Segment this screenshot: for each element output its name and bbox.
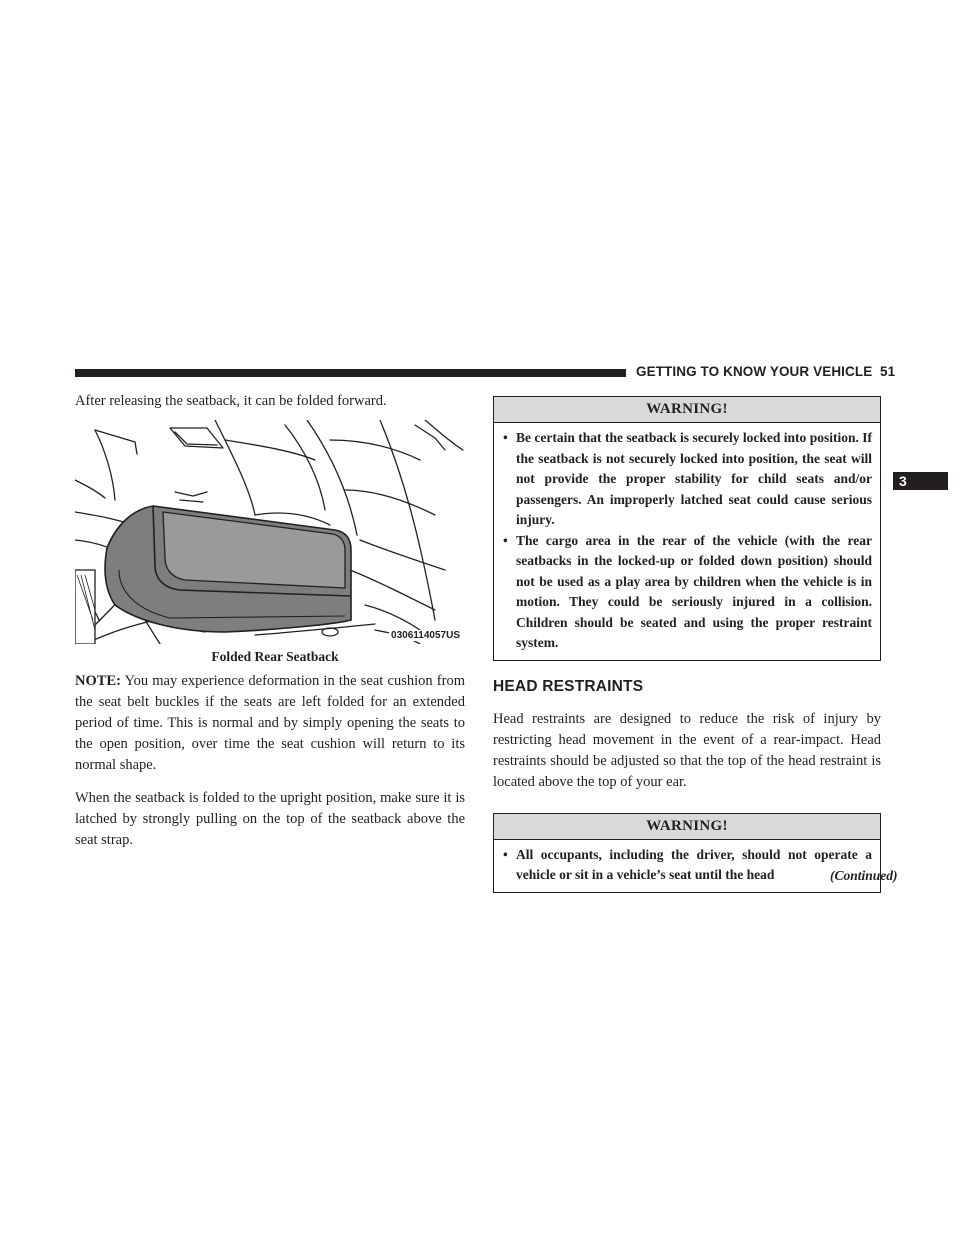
page-number: 51 <box>880 364 896 379</box>
warning-item-text: The cargo area in the rear of the vehicle (with the rear seatbacks in the locked-up or folded down position) should not be used as a play area by children when the vehicle is in motion. They could be seriously injured in a collision. Children should be seated and using the proper restraint system. <box>516 532 872 650</box>
chapter-tab: 3 <box>893 472 948 490</box>
right-column <box>493 396 881 893</box>
warning-item <box>502 531 872 654</box>
warning-item-text: All occupants, including the driver, should not operate a vehicle or sit in a vehicle’s seat until the head <box>516 846 872 882</box>
warning-item <box>502 845 872 886</box>
continued-marker: (Continued) <box>830 868 898 883</box>
latch-paragraph: When the seatback is folded to the upright position, make sure it is latched by strongly pulling on the top of the seatback above the seat strap. <box>75 790 465 848</box>
warning-box-head-restraints <box>493 813 881 893</box>
header-rule <box>75 369 626 377</box>
warning-item-text: Be certain that the seatback is securely locked into position. If the seatback is not securely locked into position, the seat will not provide the proper stability for child seats and/or passengers. An improperly latched seat could cause serious injury. <box>516 430 872 527</box>
note-paragraph <box>75 671 465 776</box>
section-title: GETTING TO KNOW YOUR VEHICLE <box>636 364 873 379</box>
note-label: NOTE: <box>75 673 121 689</box>
folded-seat-illustration <box>75 420 465 644</box>
running-header <box>636 364 895 379</box>
bullet: • <box>503 532 508 548</box>
warning-box-seatback <box>493 396 881 661</box>
seat-line-art <box>75 420 465 644</box>
section-heading: HEAD RESTRAINTS <box>493 677 644 695</box>
figure-id-code: 0306114057US <box>391 630 460 641</box>
warning-item <box>502 428 872 531</box>
bullet: • <box>503 430 508 445</box>
warning-title: WARNING! <box>494 397 880 423</box>
head-restraints-paragraph: Head restraints are designed to reduce the risk of injury by restricting head movement in the event of a rear-impact. Head restraints should be adjusted so that the top of the head restraint is located above the top of your ear. <box>493 710 881 790</box>
intro-paragraph: After releasing the seatback, it can be folded forward. <box>75 393 387 409</box>
figure-caption: Folded Rear Seatback <box>211 649 339 664</box>
warning-body <box>494 840 880 892</box>
warning-body <box>494 423 880 660</box>
note-text: You may experience deformation in the seat cushion from the seat belt buckles if the seats are left folded for an extended period of time. This is normal and by simply opening the seats to the open position, over time the seat cushion will return to its normal shape. <box>75 673 465 773</box>
left-column <box>75 391 465 851</box>
warning-title: WARNING! <box>494 814 880 840</box>
bullet: • <box>503 846 508 862</box>
